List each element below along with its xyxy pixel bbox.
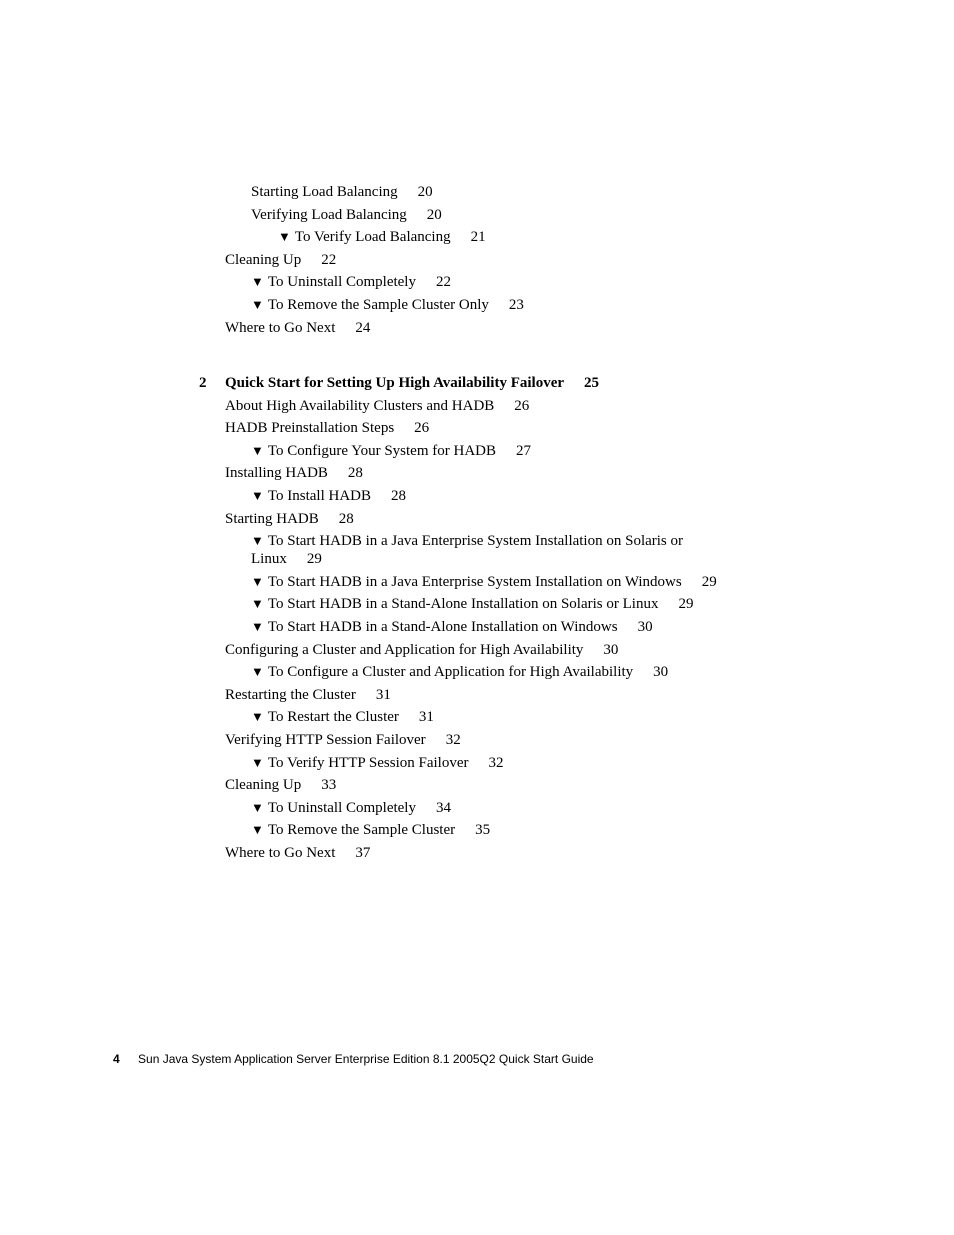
procedure-triangle-icon: ▼ <box>251 297 264 312</box>
toc-procedure-entry[interactable] <box>251 708 434 726</box>
toc-section-entry[interactable] <box>251 206 442 224</box>
toc-section-entry[interactable] <box>225 641 618 659</box>
toc-section-entry[interactable] <box>225 319 370 337</box>
page-number: 4 <box>113 1052 120 1066</box>
toc-entry-title: To Install HADB <box>267 488 371 504</box>
toc-page-number: 28 <box>391 488 406 504</box>
procedure-triangle-icon: ▼ <box>278 229 291 245</box>
toc-page-number: 26 <box>414 420 430 437</box>
toc-procedure-entry[interactable] <box>251 532 683 550</box>
toc-page-number: 20 <box>417 184 433 200</box>
toc-section-entry[interactable] <box>225 844 370 862</box>
toc-entry-title: To Start HADB in a Java Enterprise System Installation on Windows <box>267 573 682 590</box>
toc-procedure-entry[interactable] <box>251 487 406 505</box>
procedure-triangle-icon: ▼ <box>251 754 264 770</box>
procedure-triangle-icon: ▼ <box>251 619 264 634</box>
toc-chapter-entry[interactable] <box>225 374 599 392</box>
procedure-triangle-icon: ▼ <box>251 442 264 458</box>
toc-page-number: 31 <box>375 686 391 703</box>
toc-entry-title: HADB Preinstallation Steps <box>225 420 395 437</box>
toc-page-number: 26 <box>514 397 530 414</box>
book-title: Sun Java System Application Server Enterprise Edition 8.1 2005Q2 Quick Start Guide <box>138 1052 594 1066</box>
toc-procedure-entry[interactable] <box>251 273 451 291</box>
toc-procedure-entry[interactable] <box>251 573 717 591</box>
toc-section-entry[interactable] <box>225 464 363 482</box>
toc-page-number: 22 <box>435 274 451 291</box>
procedure-triangle-icon: ▼ <box>251 709 264 725</box>
toc-page-number: 29 <box>306 551 322 568</box>
toc-section-entry[interactable] <box>225 510 354 528</box>
toc-page-number: 30 <box>653 664 669 681</box>
toc-procedure-entry[interactable] <box>251 754 503 772</box>
toc-entry-title: Verifying Load Balancing <box>251 206 407 223</box>
procedure-triangle-icon: ▼ <box>251 274 264 290</box>
page-footer <box>113 1052 594 1067</box>
toc-entry-title: Verifying HTTP Session Failover <box>225 732 426 748</box>
toc-page-number: 24 <box>355 319 371 336</box>
toc-entry-title: Where to Go Next <box>225 845 336 861</box>
toc-section-entry[interactable] <box>225 251 336 269</box>
toc-section-entry[interactable] <box>225 686 391 704</box>
toc-page-number: 21 <box>470 229 486 246</box>
procedure-triangle-icon: ▼ <box>251 822 264 838</box>
toc-entry-title: To Verify Load Balancing <box>294 229 451 246</box>
toc-entry-title: Cleaning Up <box>225 777 302 794</box>
toc-page-number: 29 <box>678 596 694 613</box>
procedure-triangle-icon: ▼ <box>251 573 264 589</box>
toc-entry-title: To Configure Your System for HADB <box>267 442 496 459</box>
toc-entry-title: Starting HADB <box>225 510 319 527</box>
toc-page-number: 32 <box>445 732 461 748</box>
toc-page-number: 27 <box>516 442 531 459</box>
toc-procedure-entry[interactable] <box>251 595 693 613</box>
toc-procedure-entry[interactable] <box>251 442 531 460</box>
toc-page-number: 20 <box>426 206 442 223</box>
toc-page-number: 37 <box>355 845 371 861</box>
toc-entry-title: To Configure a Cluster and Application for High Availability <box>267 664 634 681</box>
toc-procedure-entry[interactable] <box>278 228 486 246</box>
toc-entry-title: Where to Go Next <box>225 319 336 336</box>
toc-page-number: 30 <box>603 641 619 658</box>
chapter-title: Quick Start for Setting Up High Availability Failover <box>225 375 565 391</box>
toc-entry-continuation[interactable] <box>251 550 322 568</box>
toc-procedure-entry[interactable] <box>251 618 653 636</box>
toc-entry-title: About High Availability Clusters and HADB <box>225 397 495 414</box>
toc-section-entry[interactable] <box>225 419 429 437</box>
toc-page-number: 35 <box>475 822 491 839</box>
toc-entry-title: To Uninstall Completely <box>267 799 416 816</box>
toc-entry-title: To Start HADB in a Stand-Alone Installation on Solaris or Linux <box>267 596 659 613</box>
toc-entry-title: Installing HADB <box>225 465 328 482</box>
toc-entry-title: To Start HADB in a Java Enterprise System Installation on Solaris or <box>267 533 684 550</box>
toc-page-number: 22 <box>321 251 337 268</box>
procedure-triangle-icon: ▼ <box>251 664 264 680</box>
toc-entry-title: Cleaning Up <box>225 251 302 268</box>
procedure-triangle-icon: ▼ <box>251 799 264 815</box>
toc-entry-title: Configuring a Cluster and Application for High Availability <box>225 641 584 658</box>
toc-section-entry[interactable] <box>251 183 433 201</box>
toc-procedure-entry[interactable] <box>251 799 451 817</box>
toc-page-number: 31 <box>418 709 434 726</box>
toc-entry-title: Restarting the Cluster <box>225 686 356 703</box>
toc-entry-title: To Remove the Sample Cluster <box>267 822 456 839</box>
toc-entry-title-continuation: Linux <box>251 551 287 568</box>
toc-entry-title: To Restart the Cluster <box>267 709 399 726</box>
toc-procedure-entry[interactable] <box>251 821 490 839</box>
toc-entry-title: Starting Load Balancing <box>251 184 398 200</box>
toc-procedure-entry[interactable] <box>251 663 668 681</box>
toc-page-number: 23 <box>508 297 524 313</box>
toc-procedure-entry[interactable] <box>251 296 524 314</box>
toc-page-number: 32 <box>488 754 504 771</box>
procedure-triangle-icon: ▼ <box>251 488 264 503</box>
toc-page-number: 25 <box>584 375 600 391</box>
procedure-triangle-icon: ▼ <box>251 596 264 612</box>
toc-page-number: 29 <box>701 573 717 590</box>
toc-page-number: 30 <box>637 619 653 635</box>
toc-section-entry[interactable] <box>225 397 529 415</box>
toc-page-number: 28 <box>338 510 354 527</box>
toc-entry-title: To Start HADB in a Stand-Alone Installation on Windows <box>267 619 618 635</box>
toc-section-entry[interactable] <box>225 731 461 749</box>
toc-page-number: 28 <box>347 465 363 482</box>
toc-entry-title: To Uninstall Completely <box>267 274 416 291</box>
toc-page-number: 34 <box>435 799 451 816</box>
toc-entry-title: To Verify HTTP Session Failover <box>267 754 469 771</box>
procedure-triangle-icon: ▼ <box>251 533 264 549</box>
chapter-number: 2 <box>199 375 207 391</box>
toc-section-entry[interactable] <box>225 776 336 794</box>
toc-entry-title: To Remove the Sample Cluster Only <box>267 297 489 313</box>
toc-page-number: 33 <box>321 777 337 794</box>
